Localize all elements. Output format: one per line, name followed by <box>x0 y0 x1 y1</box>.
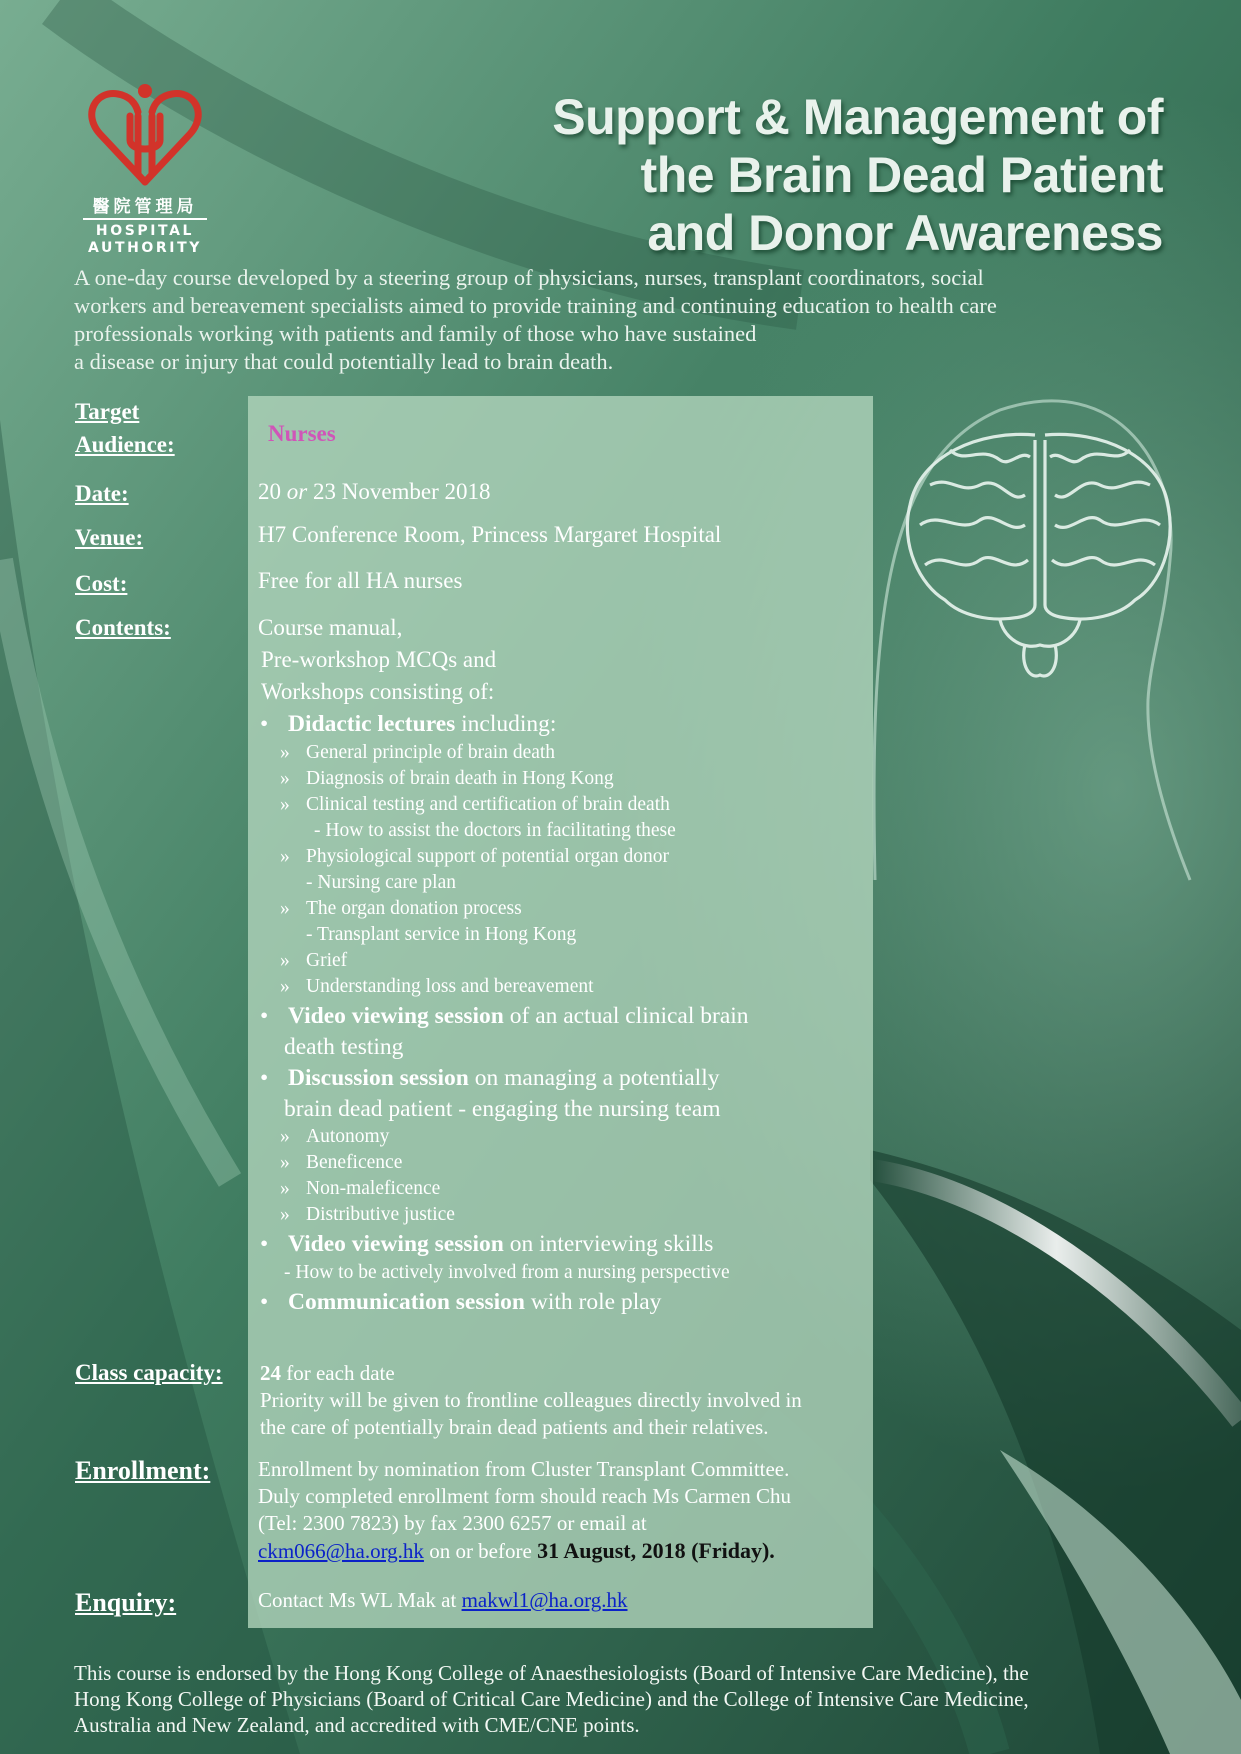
sub-item-text: Physiological support of potential organ donor <box>306 846 670 867</box>
bullet-lead: Didactic lectures <box>288 711 456 737</box>
sub-item-text: Autonomy <box>306 1126 390 1147</box>
bullet-didactic-lectures <box>258 708 868 740</box>
capacity-line-1 <box>260 1360 875 1387</box>
sub-item <box>258 1124 868 1150</box>
date-second: 23 November 2018 <box>307 479 491 504</box>
footer-line: Hong Kong College of Physicians (Board of Critical Care Medicine) and the College of Intensive Care Medicine, <box>74 1687 1029 1711</box>
chevron-icon: » <box>280 976 290 997</box>
class-capacity-value <box>260 1360 875 1441</box>
enquiry-text: Contact Ms WL Mak at <box>258 1588 462 1612</box>
sub-item-text: Beneficence <box>306 1152 403 1173</box>
course-contents <box>258 612 868 1318</box>
chevron-icon: » <box>280 1178 290 1199</box>
target-label-line-1: Target <box>75 399 140 424</box>
sub-item-detail: - How to assist the doctors in facilitating these <box>314 820 676 841</box>
bullet-video-viewing-1 <box>258 1000 868 1032</box>
chevron-icon: » <box>280 742 290 763</box>
sub-item <box>258 792 868 818</box>
chevron-icon: » <box>280 768 290 789</box>
hospital-authority-heart-icon <box>80 82 210 190</box>
chevron-icon: » <box>280 794 290 815</box>
contents-line: Workshops consisting of: <box>261 679 495 704</box>
date-value <box>258 479 491 505</box>
sub-item-detail: - Transplant service in Hong Kong <box>306 924 577 945</box>
sub-item-text: Non-maleficence <box>306 1178 441 1199</box>
sub-item-text: Diagnosis of brain death in Hong Kong <box>306 768 614 789</box>
bullet-icon: • <box>260 1003 269 1029</box>
capacity-rest: for each date <box>281 1361 395 1385</box>
bullet-video-viewing-2 <box>258 1228 868 1260</box>
logo-english-line-1: HOSPITAL <box>95 223 195 239</box>
title-line-2: the Brain Dead Patient <box>640 147 1163 203</box>
sub-item <box>258 974 868 1000</box>
enrollment-line-2: Duly completed enrollment form should reach Ms Carmen Chu <box>258 1484 792 1508</box>
bullet-lead: Discussion session <box>288 1065 469 1091</box>
endorsement-footer <box>74 1660 1204 1738</box>
intro-line: professionals working with patients and family of those who have sustained <box>74 321 757 346</box>
chevron-icon: » <box>280 898 290 919</box>
class-capacity-label: Class capacity: <box>75 1360 223 1385</box>
enquiry-label: Enquiry: <box>75 1588 177 1617</box>
sub-item-text: Understanding loss and bereavement <box>306 976 594 997</box>
title-line-1: Support & Management of <box>552 89 1163 145</box>
sub-item <box>258 766 868 792</box>
sub-item <box>258 948 868 974</box>
enrollment-line-3: (Tel: 2300 7823) by fax 2300 6257 or email at <box>258 1511 647 1535</box>
sub-item-text: Grief <box>306 950 348 971</box>
bullet-rest: on interviewing skills <box>503 1231 714 1257</box>
enrollment-email-link[interactable]: ckm066@ha.org.hk <box>258 1539 424 1563</box>
bullet-icon: • <box>260 1289 269 1315</box>
sub-item-text: Clinical testing and certification of brain death <box>306 794 670 815</box>
title-line-3: and Donor Awareness <box>647 205 1163 261</box>
sub-item <box>258 1150 868 1176</box>
target-audience-value: Nurses <box>268 421 336 446</box>
date-or: or <box>286 479 308 504</box>
bullet-rest: on managing a potentially <box>468 1065 720 1091</box>
hospital-authority-logo <box>80 82 210 262</box>
sub-item <box>258 844 868 870</box>
cost-value: Free for all HA nurses <box>258 568 463 593</box>
bullet-communication-session <box>258 1286 868 1318</box>
capacity-line-3: the care of potentially brain dead patients and their relatives. <box>260 1415 769 1439</box>
enrollment-line-4 <box>258 1537 873 1565</box>
chevron-icon: » <box>280 1152 290 1173</box>
chevron-icon: » <box>280 846 290 867</box>
contents-label: Contents: <box>75 615 171 640</box>
capacity-line-2: Priority will be given to frontline colleagues directly involved in <box>260 1388 802 1412</box>
target-label-line-2: Audience: <box>75 432 175 457</box>
logo-english-name <box>80 223 210 257</box>
venue-label: Venue: <box>75 525 144 550</box>
sub-item-text: The organ donation process <box>306 898 522 919</box>
bullet-lead: Communication session <box>288 1289 525 1315</box>
bullet-continuation: brain dead patient - engaging the nursing team <box>284 1096 721 1122</box>
bullet-rest: including: <box>455 711 557 737</box>
contents-line: Course manual, <box>258 615 403 640</box>
logo-divider <box>83 218 207 220</box>
sub-item <box>258 740 868 766</box>
chevron-icon: » <box>280 950 290 971</box>
intro-line: a disease or injury that could potentially lead to brain death. <box>74 349 614 374</box>
contents-line: Pre-workshop MCQs and <box>261 647 497 672</box>
enrollment-label: Enrollment: <box>75 1456 211 1485</box>
bullet-rest: with role play <box>525 1289 662 1315</box>
enquiry-value <box>258 1588 628 1613</box>
intro-line: workers and bereavement specialists aimed to provide training and continuing education to health care <box>74 293 997 318</box>
enquiry-email-link[interactable]: makwl1@ha.org.hk <box>461 1588 628 1612</box>
intro-line: A one-day course developed by a steering group of physicians, nurses, transplant coordinators, social <box>74 265 984 290</box>
date-label: Date: <box>75 481 129 506</box>
bullet-lead: Video viewing session <box>288 1003 504 1029</box>
cost-label: Cost: <box>75 571 128 596</box>
bullet-icon: • <box>260 1231 269 1257</box>
target-audience-label <box>75 395 175 461</box>
bullet-continuation: death testing <box>284 1034 404 1060</box>
bullet-icon: • <box>260 711 269 737</box>
sub-item-text: Distributive justice <box>306 1204 455 1225</box>
sub-item-detail: - Nursing care plan <box>306 872 456 893</box>
logo-english-line-2: AUTHORITY <box>87 240 203 256</box>
footer-line: Australia and New Zealand, and accredited with CME/CNE points. <box>74 1713 640 1737</box>
sub-item-text: General principle of brain death <box>306 742 556 763</box>
footer-line: This course is endorsed by the Hong Kong College of Anaesthesiologists (Board of Intensive Care Medicine), the <box>74 1661 1029 1685</box>
enrollment-mid: on or before <box>423 1539 538 1563</box>
date-first: 20 <box>258 479 287 504</box>
chevron-icon: » <box>280 1126 290 1147</box>
enrollment-value <box>258 1456 873 1565</box>
bullet-detail: - How to be actively involved from a nursing perspective <box>284 1262 730 1283</box>
enrollment-line-1: Enrollment by nomination from Cluster Transplant Committee. <box>258 1457 790 1481</box>
sub-item <box>258 1176 868 1202</box>
bullet-lead: Video viewing session <box>288 1231 504 1257</box>
sub-item <box>258 896 868 922</box>
course-introduction <box>74 264 1194 376</box>
chevron-icon: » <box>280 1204 290 1225</box>
logo-chinese-name: 醫院管理局 <box>92 197 198 217</box>
bullet-rest: of an actual clinical brain <box>503 1003 749 1029</box>
venue-value: H7 Conference Room, Princess Margaret Hospital <box>258 522 722 547</box>
bullet-discussion-session <box>258 1062 868 1094</box>
course-title <box>443 88 1163 262</box>
bullet-icon: • <box>260 1065 269 1091</box>
enrollment-deadline: 31 August, 2018 (Friday). <box>537 1538 775 1563</box>
sub-item <box>258 1202 868 1228</box>
capacity-number: 24 <box>260 1361 281 1385</box>
